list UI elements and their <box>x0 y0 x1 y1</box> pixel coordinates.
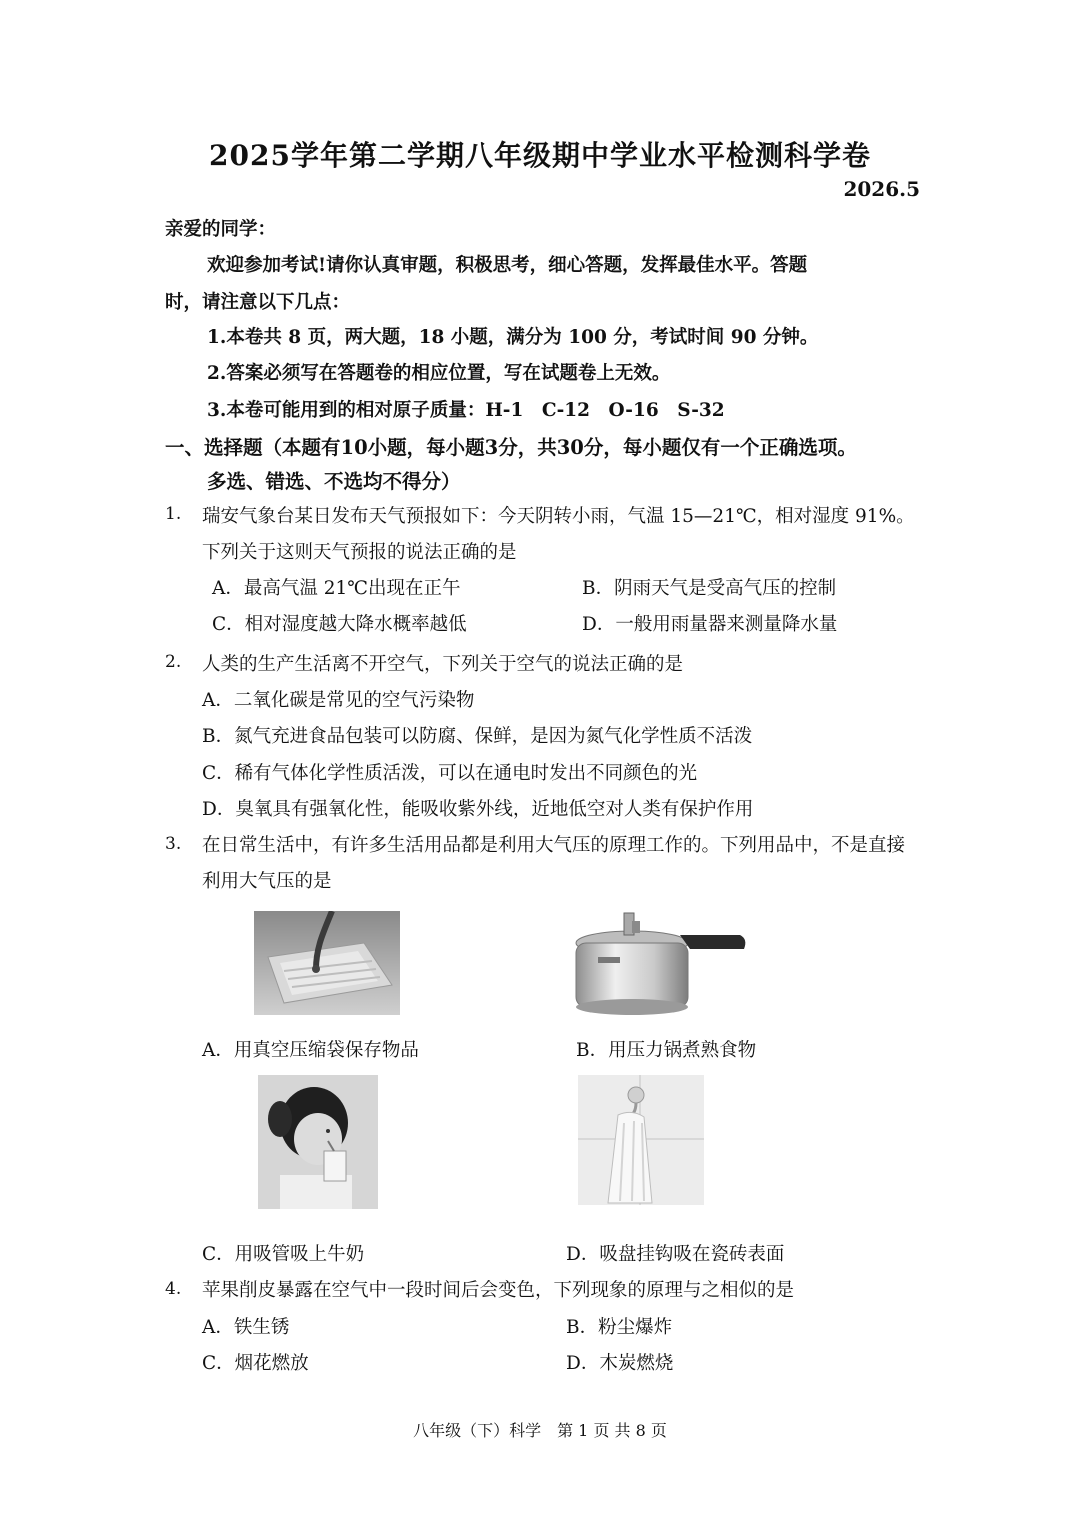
q2-stem: 人类的生产生活离不开空气，下列关于空气的说法正确的是 <box>202 654 684 675</box>
q2-option-b: B．氮气充进食品包装可以防腐、保鲜，是因为氮气化学性质不活泼 <box>202 726 753 747</box>
pressure-cooker-image <box>570 905 750 1019</box>
q3-option-d: D．吸盘挂钩吸在瓷砖表面 <box>566 1244 785 1265</box>
intro-line-1: 欢迎参加考试!请你认真审题，积极思考，细心答题，发挥最佳水平。答题 <box>207 255 808 276</box>
q1-option-d: D．一般用雨量器来测量降水量 <box>582 614 838 635</box>
question-number: 3. <box>165 834 182 854</box>
q3-stem: 在日常生活中，有许多生活用品都是利用大气压的原理工作的。下列用品中，不是直接 <box>202 835 906 856</box>
section-heading: 一、选择题（本题有10小题，每小题3分，共30分，每小题仅有一个正确选项。 <box>165 436 857 459</box>
page-footer: 八年级（下）科学 第 1 页 共 8 页 <box>413 1421 667 1440</box>
note-3: 3.本卷可能用到的相对原子质量：H-1 C-12 O-16 S-32 <box>207 400 725 421</box>
q4-option-c: C．烟花燃放 <box>202 1353 309 1374</box>
q3-stem-line-2: 利用大气压的是 <box>202 871 332 892</box>
q2-option-a: A．二氧化碳是常见的空气污染物 <box>202 690 475 711</box>
girl-drinking-milk-image <box>258 1075 378 1209</box>
q1-option-a: A．最高气温 21℃出现在正午 <box>212 578 461 599</box>
page-title: 2025学年第二学期八年级期中学业水平检测科学卷 <box>209 139 871 172</box>
question-number: 1. <box>165 504 182 524</box>
exam-date: 2026.5 <box>843 177 920 201</box>
q4-stem: 苹果削皮暴露在空气中一段时间后会变色，下列现象的原理与之相似的是 <box>202 1280 795 1301</box>
q4-option-b: B．粉尘爆炸 <box>566 1317 673 1338</box>
question-number: 4. <box>165 1279 182 1299</box>
q4-option-d: D．木炭燃烧 <box>566 1353 674 1374</box>
q2-option-c: C．稀有气体化学性质活泼，可以在通电时发出不同颜色的光 <box>202 763 698 784</box>
section-heading-line-2: 多选、错选、不选均不得分） <box>207 470 461 493</box>
note-1: 1.本卷共 8 页，两大题，18 小题，满分为 100 分，考试时间 90 分钟。 <box>207 327 819 348</box>
q3-option-a: A．用真空压缩袋保存物品 <box>202 1040 419 1061</box>
vacuum-bag-image <box>254 911 400 1015</box>
q3-option-c: C．用吸管吸上牛奶 <box>202 1244 365 1265</box>
q4-option-a: A．铁生锈 <box>202 1317 290 1338</box>
q1-stem: 瑞安气象台某日发布天气预报如下：今天阴转小雨，气温 15—21℃，相对湿度 91%。 <box>202 506 915 527</box>
q1-stem-line-2: 下列关于这则天气预报的说法正确的是 <box>202 542 517 563</box>
q2-option-d: D．臭氧具有强氧化性，能吸收紫外线，近地低空对人类有保护作用 <box>202 799 754 820</box>
greeting: 亲爱的同学： <box>165 219 277 240</box>
suction-hook-image <box>578 1075 704 1205</box>
intro-line-2: 时，请注意以下几点： <box>165 292 351 313</box>
q3-option-b: B．用压力锅煮熟食物 <box>576 1040 757 1061</box>
q1-option-c: C．相对湿度越大降水概率越低 <box>212 614 467 635</box>
q1-option-b: B．阴雨天气是受高气压的控制 <box>582 578 837 599</box>
question-number: 2. <box>165 652 182 672</box>
note-2: 2.答案必须写在答题卷的相应位置，写在试题卷上无效。 <box>207 363 671 384</box>
